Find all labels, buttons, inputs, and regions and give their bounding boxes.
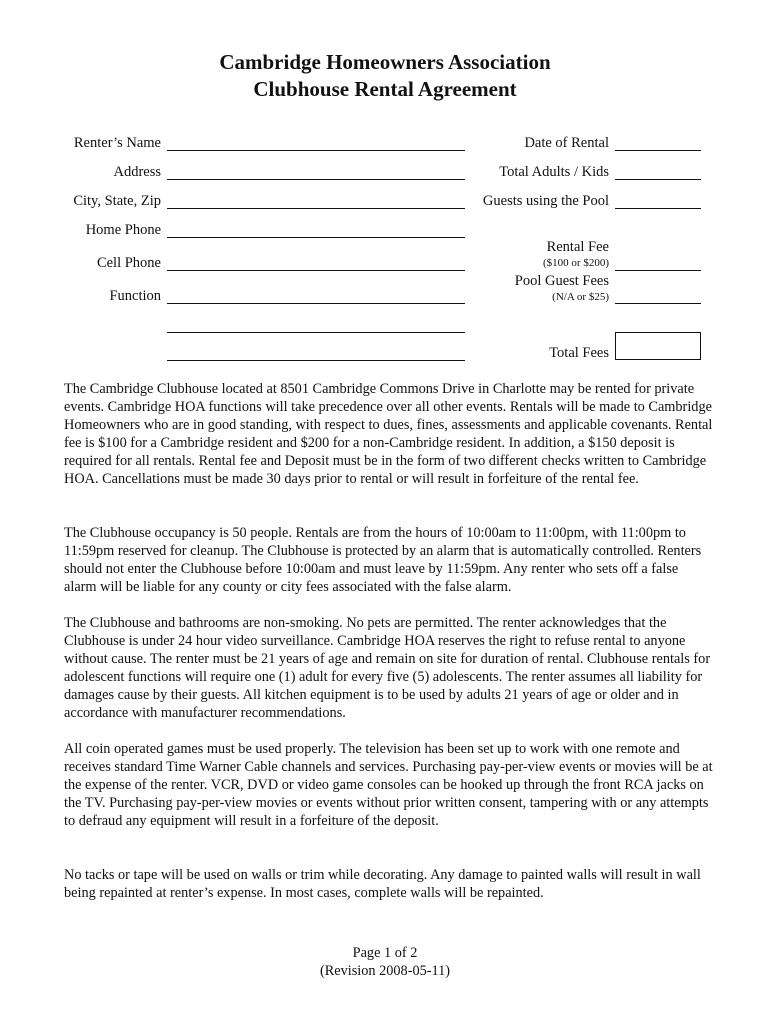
pool-guest-fees-field[interactable] (615, 303, 701, 304)
function-field-line-2[interactable] (167, 332, 465, 333)
total-fees-label: Total Fees (549, 345, 609, 361)
total-fees-box[interactable] (615, 332, 701, 360)
home-phone-label: Home Phone (85, 222, 161, 238)
pool-guest-fees-label: Pool Guest Fees (514, 273, 609, 289)
cell-phone-field[interactable] (167, 270, 465, 271)
date-of-rental-field[interactable] (615, 150, 701, 151)
rental-fee-field[interactable] (615, 270, 701, 271)
function-label: Function (109, 288, 161, 304)
pool-guest-fees-note: (N/A or $25) (552, 291, 609, 303)
city-state-zip-label: City, State, Zip (73, 193, 161, 209)
document-subtitle: Clubhouse Rental Agreement (253, 77, 517, 101)
address-label: Address (113, 164, 161, 180)
document-title: Cambridge Homeowners Association (219, 50, 551, 74)
rental-fee-label: Rental Fee (546, 239, 609, 255)
cell-phone-label: Cell Phone (96, 255, 161, 271)
total-adults-kids-field[interactable] (615, 179, 701, 180)
date-of-rental-label: Date of Rental (524, 135, 609, 151)
guests-pool-field[interactable] (615, 208, 701, 209)
rental-fee-note: ($100 or $200) (543, 257, 609, 269)
renters-name-label: Renter’s Name (73, 135, 161, 151)
paragraph-rental-terms: The Cambridge Clubhouse located at 8501 Cambridge Commons Drive in Charlotte may be rented for private events. Cambridge HOA functions will take precedence over all other events. Rentals will be made to Cambridge Homeowners who are in good standing, with respect to dues, fines, assessments and applicable covenants. Rental fee is $100 for a Cambridge resident and $200 for a non-Cambridge resident. In addition, a $150 deposit is required for all rentals. Rental fee and Deposit must be in the form of two different checks written to Cambridge HOA. Cancellations must be made 30 days prior to rental or will result in forfeiture of the rental fee. (64, 381, 713, 487)
guests-pool-label: Guests using the Pool (482, 193, 609, 209)
total-adults-kids-label: Total Adults / Kids (499, 164, 609, 180)
paragraph-equipment: All coin operated games must be used properly. The television has been set up to work with one remote and receives standard Time Warner Cable channels and services. Purchasing pay-per-view events or movies will be at the expense of the renter. VCR, DVD or video game consoles can be hooked up through the front RCA jacks on the TV. Purchasing pay-per-view movies or events without prior written consent, tampering with or any attempts to defraud any equipment will result in a forfeiture of the deposit. (64, 741, 713, 829)
paragraph-decorating: No tacks or tape will be used on walls or trim while decorating. Any damage to painted walls will result in wall being repainted at renter’s expense. In most cases, complete walls will be repainted. (64, 867, 701, 901)
page-number: Page 1 of 2 (352, 945, 418, 961)
paragraph-occupancy: The Clubhouse occupancy is 50 people. Rentals are from the hours of 10:00am to 11:00pm, with 11:00pm to 11:59pm reserved for cleanup. The Clubhouse is protected by an alarm that is automatically controlled. Renters should not enter the Clubhouse before 10:00am and must leave by 11:59pm. Any renter who sets off a false alarm will be liable for any county or city fees associated with the false alarm. (64, 525, 702, 595)
paragraph-rules: The Clubhouse and bathrooms are non-smoking. No pets are permitted. The renter acknowledges that the Clubhouse is under 24 hour video surveillance. Cambridge HOA reserves the right to refuse rental to anyone without cause. The renter must be 21 years of age and remain on site for duration of rental. Clubhouse rentals for adolescent functions will require one (1) adult for every five (5) adolescents. The renter assumes all liability for damages cause by their guests. All kitchen equipment is to be used by adults 21 years of age or older and in accordance with manufacturer recommendations. (64, 615, 711, 721)
revision-note: (Revision 2008-05-11) (319, 963, 451, 979)
